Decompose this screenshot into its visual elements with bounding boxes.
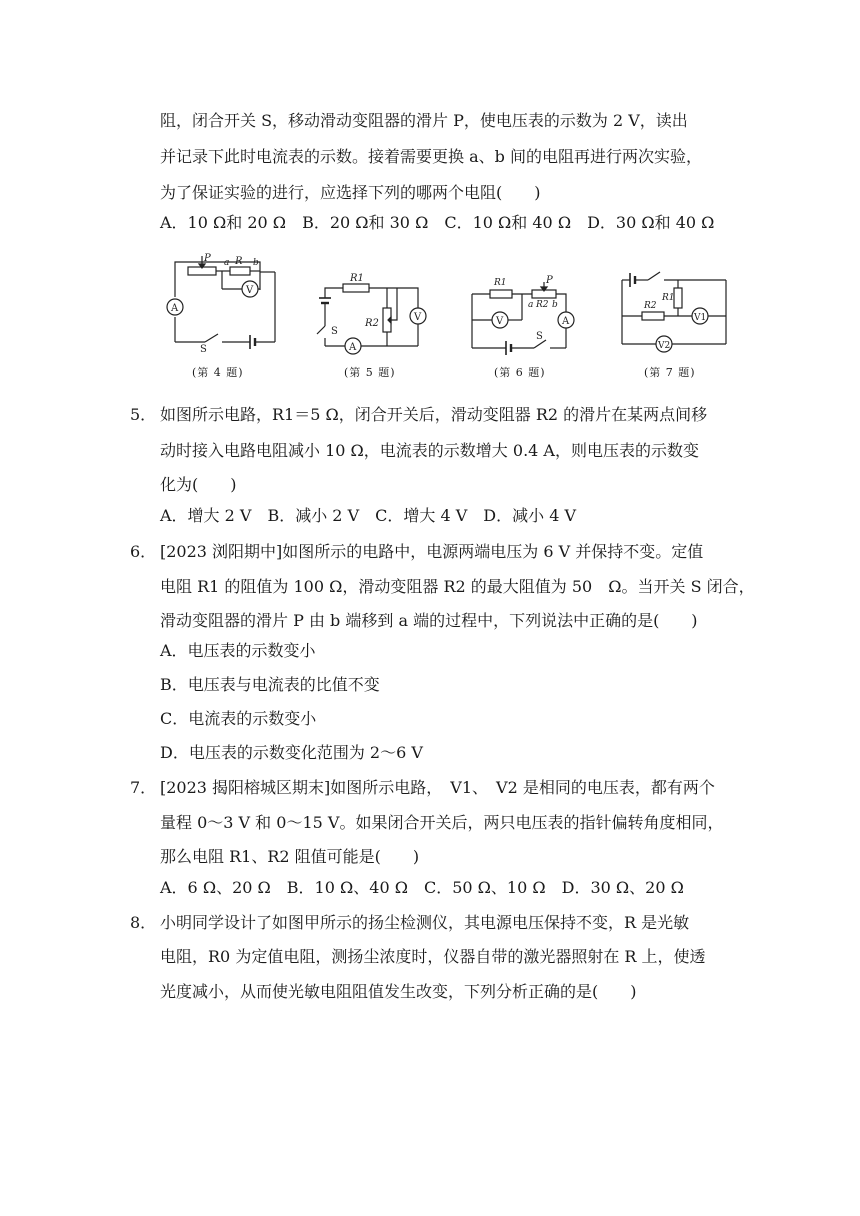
q5-line-3: 化为( ) (160, 475, 237, 494)
fig7-label-r2: R2 (644, 301, 657, 311)
fig4-label-p: P (204, 253, 211, 264)
fig5-voltmeter-label: V (414, 312, 422, 323)
q8-number: 8． (130, 913, 157, 932)
fig5-switch-label: S (331, 326, 338, 337)
q4-line-2: 并记录下此时电流表的示数。接着需要更换 a、b 间的电阻再进行两次实验， (160, 147, 702, 166)
q6-line-2: 电阻 R1 的阻值为 100 Ω，滑动变阻器 R2 的最大阻值为 50 Ω。当开关 S 闭合， (160, 577, 755, 596)
q8-line-2: 电阻，R0 为定值电阻，测扬尘浓度时，仪器自带的激光器照射在 R 上，使透 (160, 947, 706, 966)
q7-number: 7． (130, 778, 157, 797)
q8-line-1: 小明同学设计了如图甲所示的扬尘检测仪，其电源电压保持不变，R 是光敏 (160, 913, 690, 932)
q6-option-c: C．电流表的示数变小 (160, 709, 317, 728)
figure-5-caption: (第 5 题) (344, 366, 396, 379)
q7-line-1: [2023 揭阳榕城区期末]如图所示电路， V1、 V2 是相同的电压表，都有两个 (160, 778, 715, 797)
fig6-ammeter-label: A (562, 316, 570, 327)
circuit-figure-6 (466, 270, 586, 358)
fig4-ammeter-label: A (171, 303, 179, 314)
fig6-label-r2: R2 (536, 300, 549, 310)
q6-number: 6． (130, 542, 157, 561)
figure-6-caption: (第 6 题) (494, 366, 546, 379)
fig4-switch-label: S (200, 344, 207, 352)
fig5-label-r2: R2 (365, 318, 379, 329)
fig4-label-r: R (235, 256, 243, 267)
fig5-label-r1: R1 (350, 273, 364, 284)
q6-line-3: 滑动变阻器的滑片 P 由 b 端移到 a 端的过程中，下列说法中正确的是( ) (160, 611, 698, 630)
figure-4-caption: (第 4 题) (192, 366, 244, 379)
fig4-label-b: b (253, 258, 259, 268)
q5-line-1: 如图所示电路，R1＝5 Ω，闭合开关后，滑动变阻器 R2 的滑片在某两点间移 (160, 405, 708, 424)
fig6-voltmeter-label: V (496, 316, 504, 327)
q5-options: A．增大 2 V B．减小 2 V C．增大 4 V D．减小 4 V (160, 506, 577, 525)
q5-line-2: 动时接入电路电阻减小 10 Ω，电流表的示数增大 0.4 A，则电压表的示数变 (160, 441, 699, 460)
circuit-figure-7 (616, 262, 736, 358)
fig6-label-a: a (528, 300, 534, 310)
q4-line-1: 阻，闭合开关 S，移动滑动变阻器的滑片 P，使电压表的示数为 2 V，读出 (160, 111, 688, 130)
fig6-label-r1: R1 (494, 278, 507, 288)
fig6-switch-label: S (536, 331, 543, 342)
q6-option-b: B．电压表与电流表的比值不变 (160, 675, 380, 694)
q6-option-a: A．电压表的示数变小 (160, 641, 316, 660)
fig6-label-p: P (546, 275, 553, 286)
fig7-v2-label: V2 (658, 341, 671, 351)
circuit-figure-4 (160, 252, 280, 352)
fig7-v1-label: V1 (694, 313, 707, 323)
q7-line-3: 那么电阻 R1、R2 阻值可能是( ) (160, 847, 420, 866)
circuit-figure-5 (313, 268, 433, 356)
q8-line-3: 光度减小，从而使光敏电阻阻值发生改变，下列分析正确的是( ) (160, 982, 637, 1001)
fig4-voltmeter-label: V (246, 285, 254, 296)
q7-options: A．6 Ω、20 Ω B．10 Ω、40 Ω C．50 Ω、10 Ω D．30 Ω、20 Ω (160, 878, 684, 897)
q4-line-3: 为了保证实验的进行，应选择下列的哪两个电阻( ) (160, 183, 541, 202)
fig7-label-r1: R1 (662, 293, 675, 303)
q6-option-d: D．电压表的示数变化范围为 2～6 V (160, 743, 423, 762)
q5-number: 5． (130, 405, 157, 424)
q6-line-1: [2023 浏阳期中]如图所示的电路中，电源两端电压为 6 V 并保持不变。定值 (160, 542, 704, 561)
fig6-label-b: b (552, 300, 558, 310)
fig4-label-a: a (224, 258, 230, 268)
fig5-ammeter-label: A (349, 342, 357, 353)
q4-options: A．10 Ω和 20 Ω B．20 Ω和 30 Ω C．10 Ω和 40 Ω D．30 Ω和 40 Ω (160, 213, 715, 232)
figure-7-caption: (第 7 题) (644, 366, 696, 379)
q7-line-2: 量程 0～3 V 和 0～15 V。如果闭合开关后，两只电压表的指针偏转角度相同， (160, 813, 724, 832)
